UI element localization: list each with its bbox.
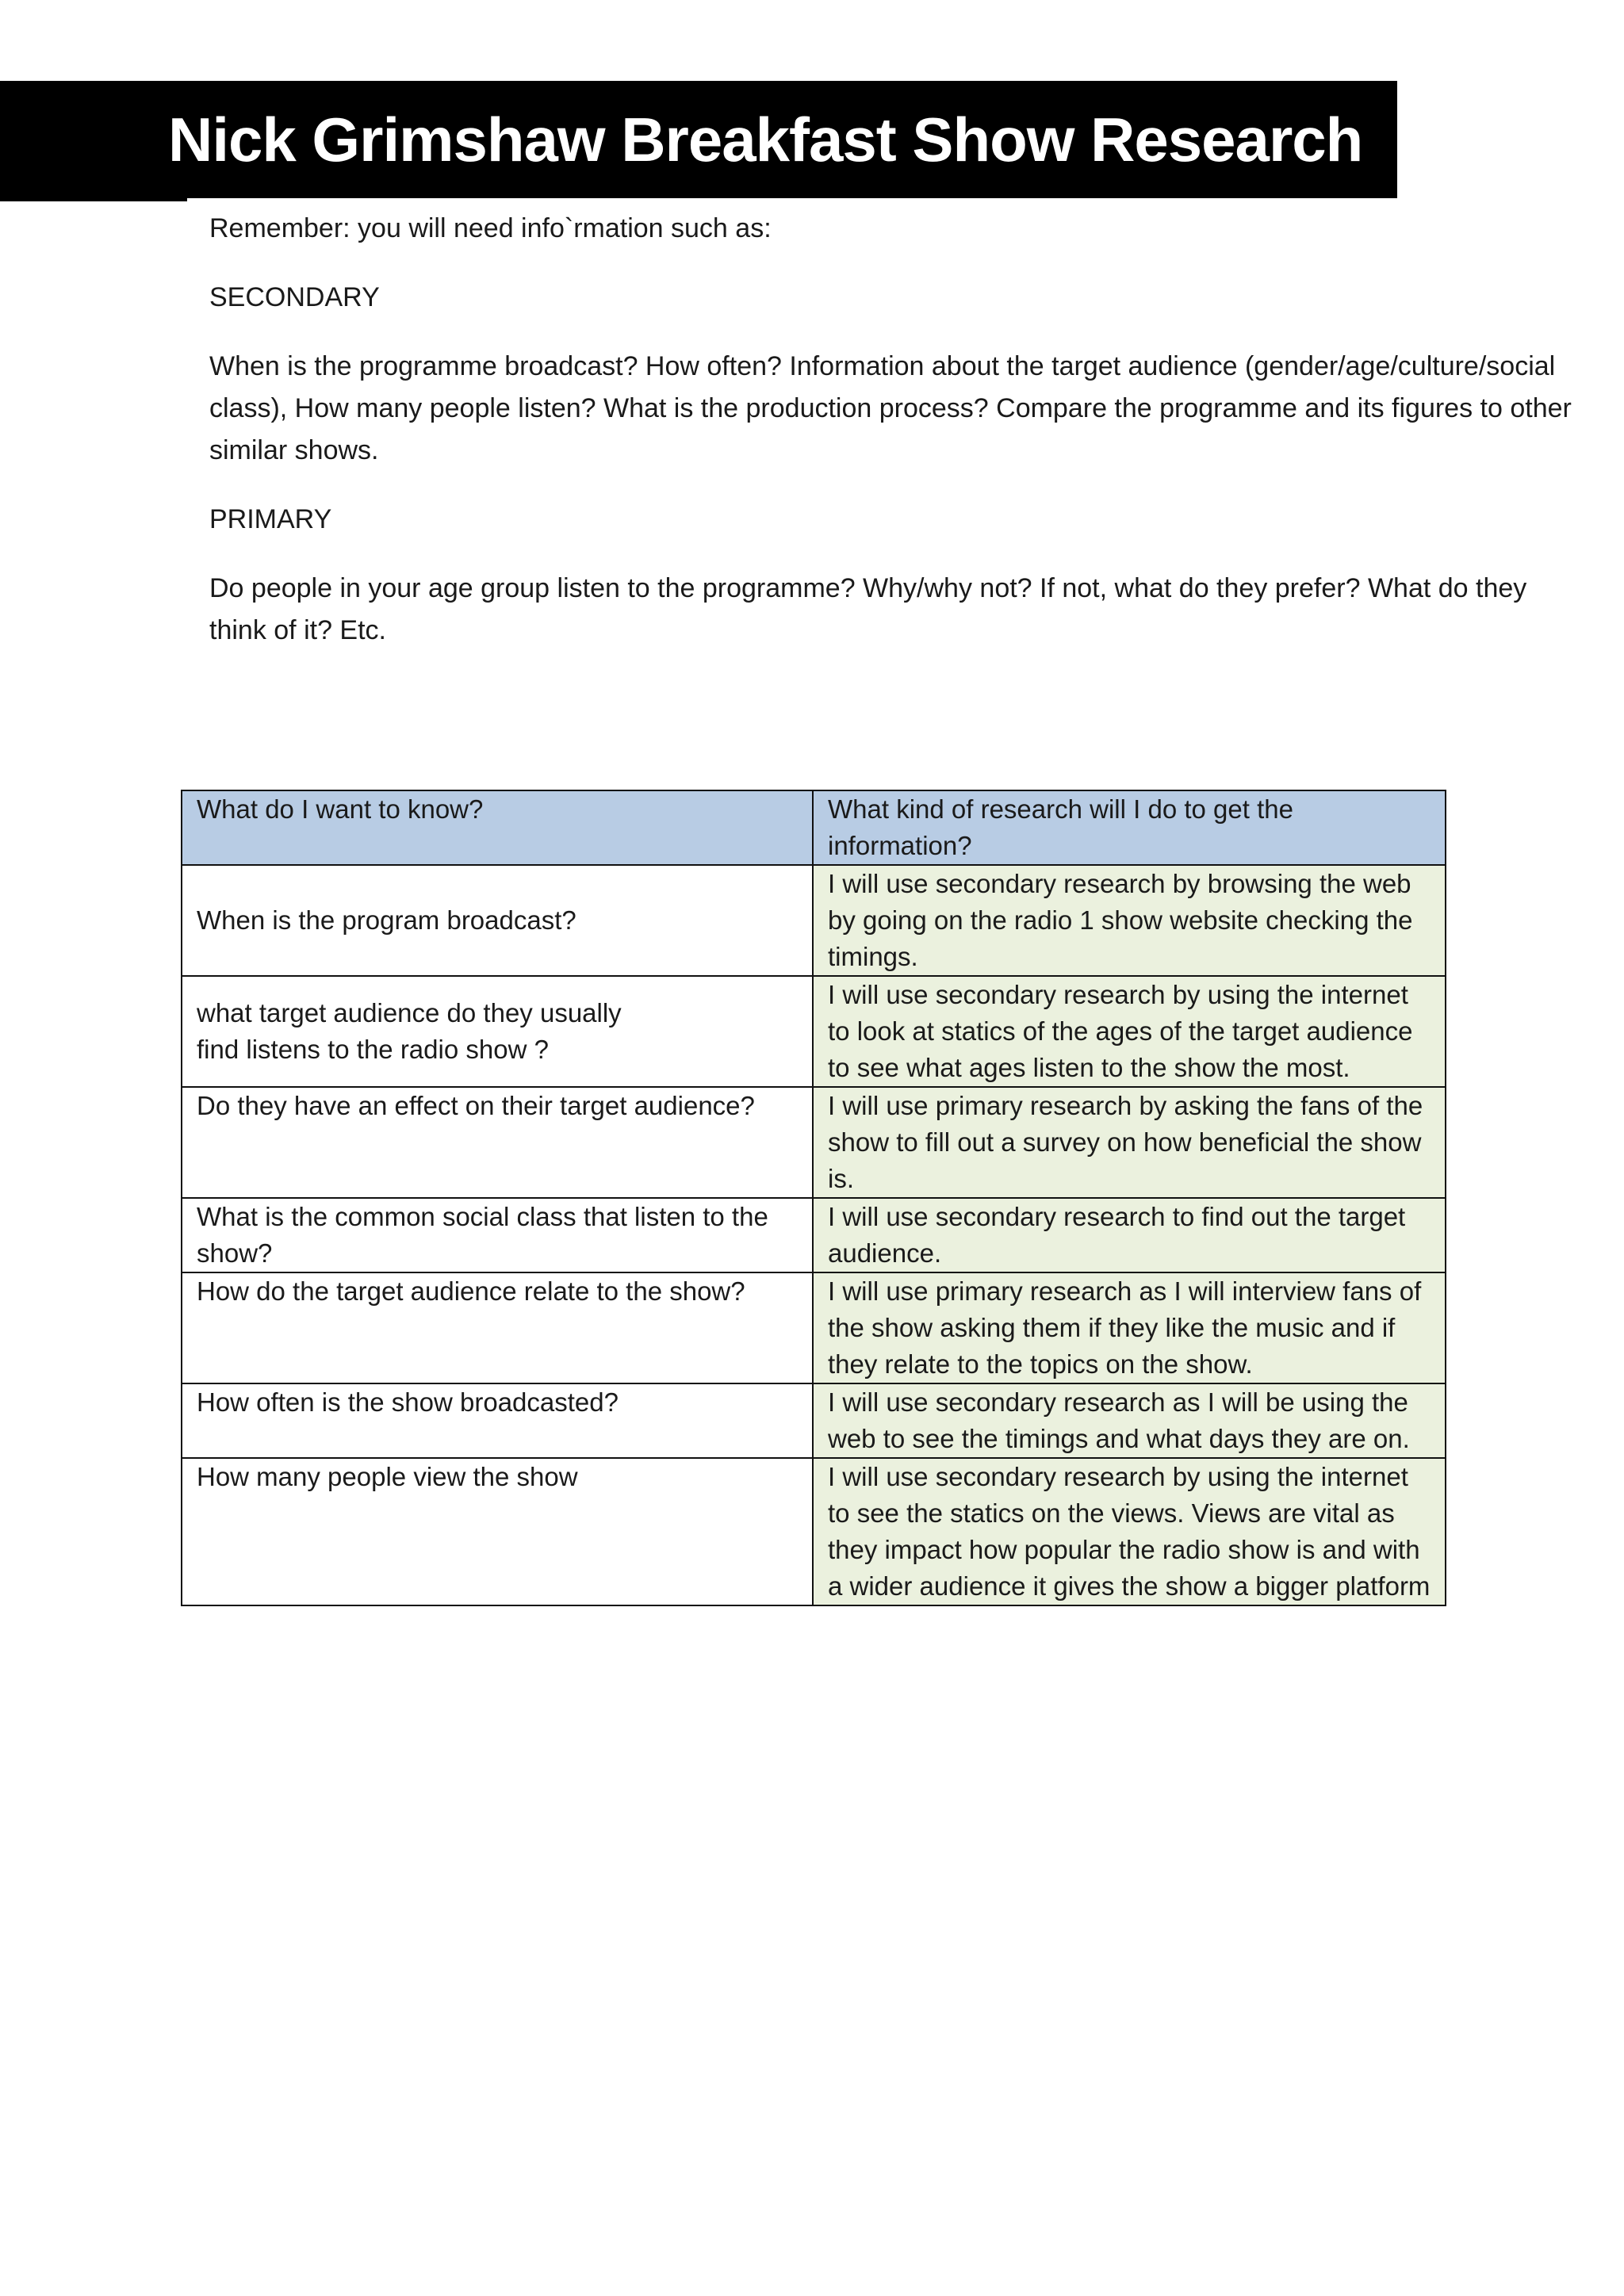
intro-section — [209, 208, 1589, 679]
table-row — [182, 976, 1446, 1087]
table-row — [182, 1383, 1446, 1458]
answer-cell: I will use secondary research by using the internet to see the statics on the views. Views are vital as they impact how popular the radio show is and with a wider audience it gives the show a bigger platform — [813, 1458, 1446, 1605]
table-row — [182, 1198, 1446, 1272]
research-table — [181, 790, 1446, 1606]
question-cell: what target audience do they usually find listens to the radio show ? — [182, 976, 813, 1087]
table-row — [182, 1458, 1446, 1605]
research-table-wrapper — [181, 790, 1445, 1606]
answer-cell: I will use secondary research to find out the target audience. — [813, 1198, 1446, 1272]
question-cell: How do the target audience relate to the show? — [182, 1272, 813, 1383]
answer-cell: I will use secondary research as I will be using the web to see the timings and what days they are on. — [813, 1383, 1446, 1458]
primary-heading: PRIMARY — [209, 504, 332, 534]
question-cell: When is the program broadcast? — [182, 865, 813, 976]
title-bar-underline — [0, 198, 187, 201]
question-cell: How many people view the show — [182, 1458, 813, 1605]
question-cell: What is the common social class that listen to the show? — [182, 1198, 813, 1272]
secondary-heading: SECONDARY — [209, 282, 380, 312]
page-title: Nick Grimshaw Breakfast Show Research — [168, 105, 1363, 174]
question-cell: How often is the show broadcasted? — [182, 1383, 813, 1458]
answer-cell: I will use primary research as I will interview fans of the show asking them if they like the music and if they relate to the topics on the show. — [813, 1272, 1446, 1383]
secondary-text: When is the programme broadcast? How often? Information about the target audience (gender/age/culture/social class), How many people listen? What is the production process? Compare the programme and its figures to other similar shows. — [209, 351, 1572, 465]
answer-cell: I will use secondary research by browsing the web by going on the radio 1 show website checking the timings. — [813, 865, 1446, 976]
primary-text: Do people in your age group listen to the programme? Why/why not? If not, what do they prefer? What do they think of it? Etc. — [209, 573, 1527, 645]
header-research: What kind of research will I do to get the information? — [813, 790, 1446, 865]
table-row — [182, 1087, 1446, 1198]
answer-cell: I will use secondary research by using the internet to look at statics of the ages of the target audience to see what ages listen to the show the most. — [813, 976, 1446, 1087]
header-question: What do I want to know? — [182, 790, 813, 865]
question-cell: Do they have an effect on their target audience? — [182, 1087, 813, 1198]
answer-cell: I will use primary research by asking the fans of the show to fill out a survey on how beneficial the show is. — [813, 1087, 1446, 1198]
reminder-text: Remember: you will need info`rmation such as: — [209, 213, 772, 243]
table-header-row — [182, 790, 1446, 865]
table-row — [182, 865, 1446, 976]
table-row — [182, 1272, 1446, 1383]
